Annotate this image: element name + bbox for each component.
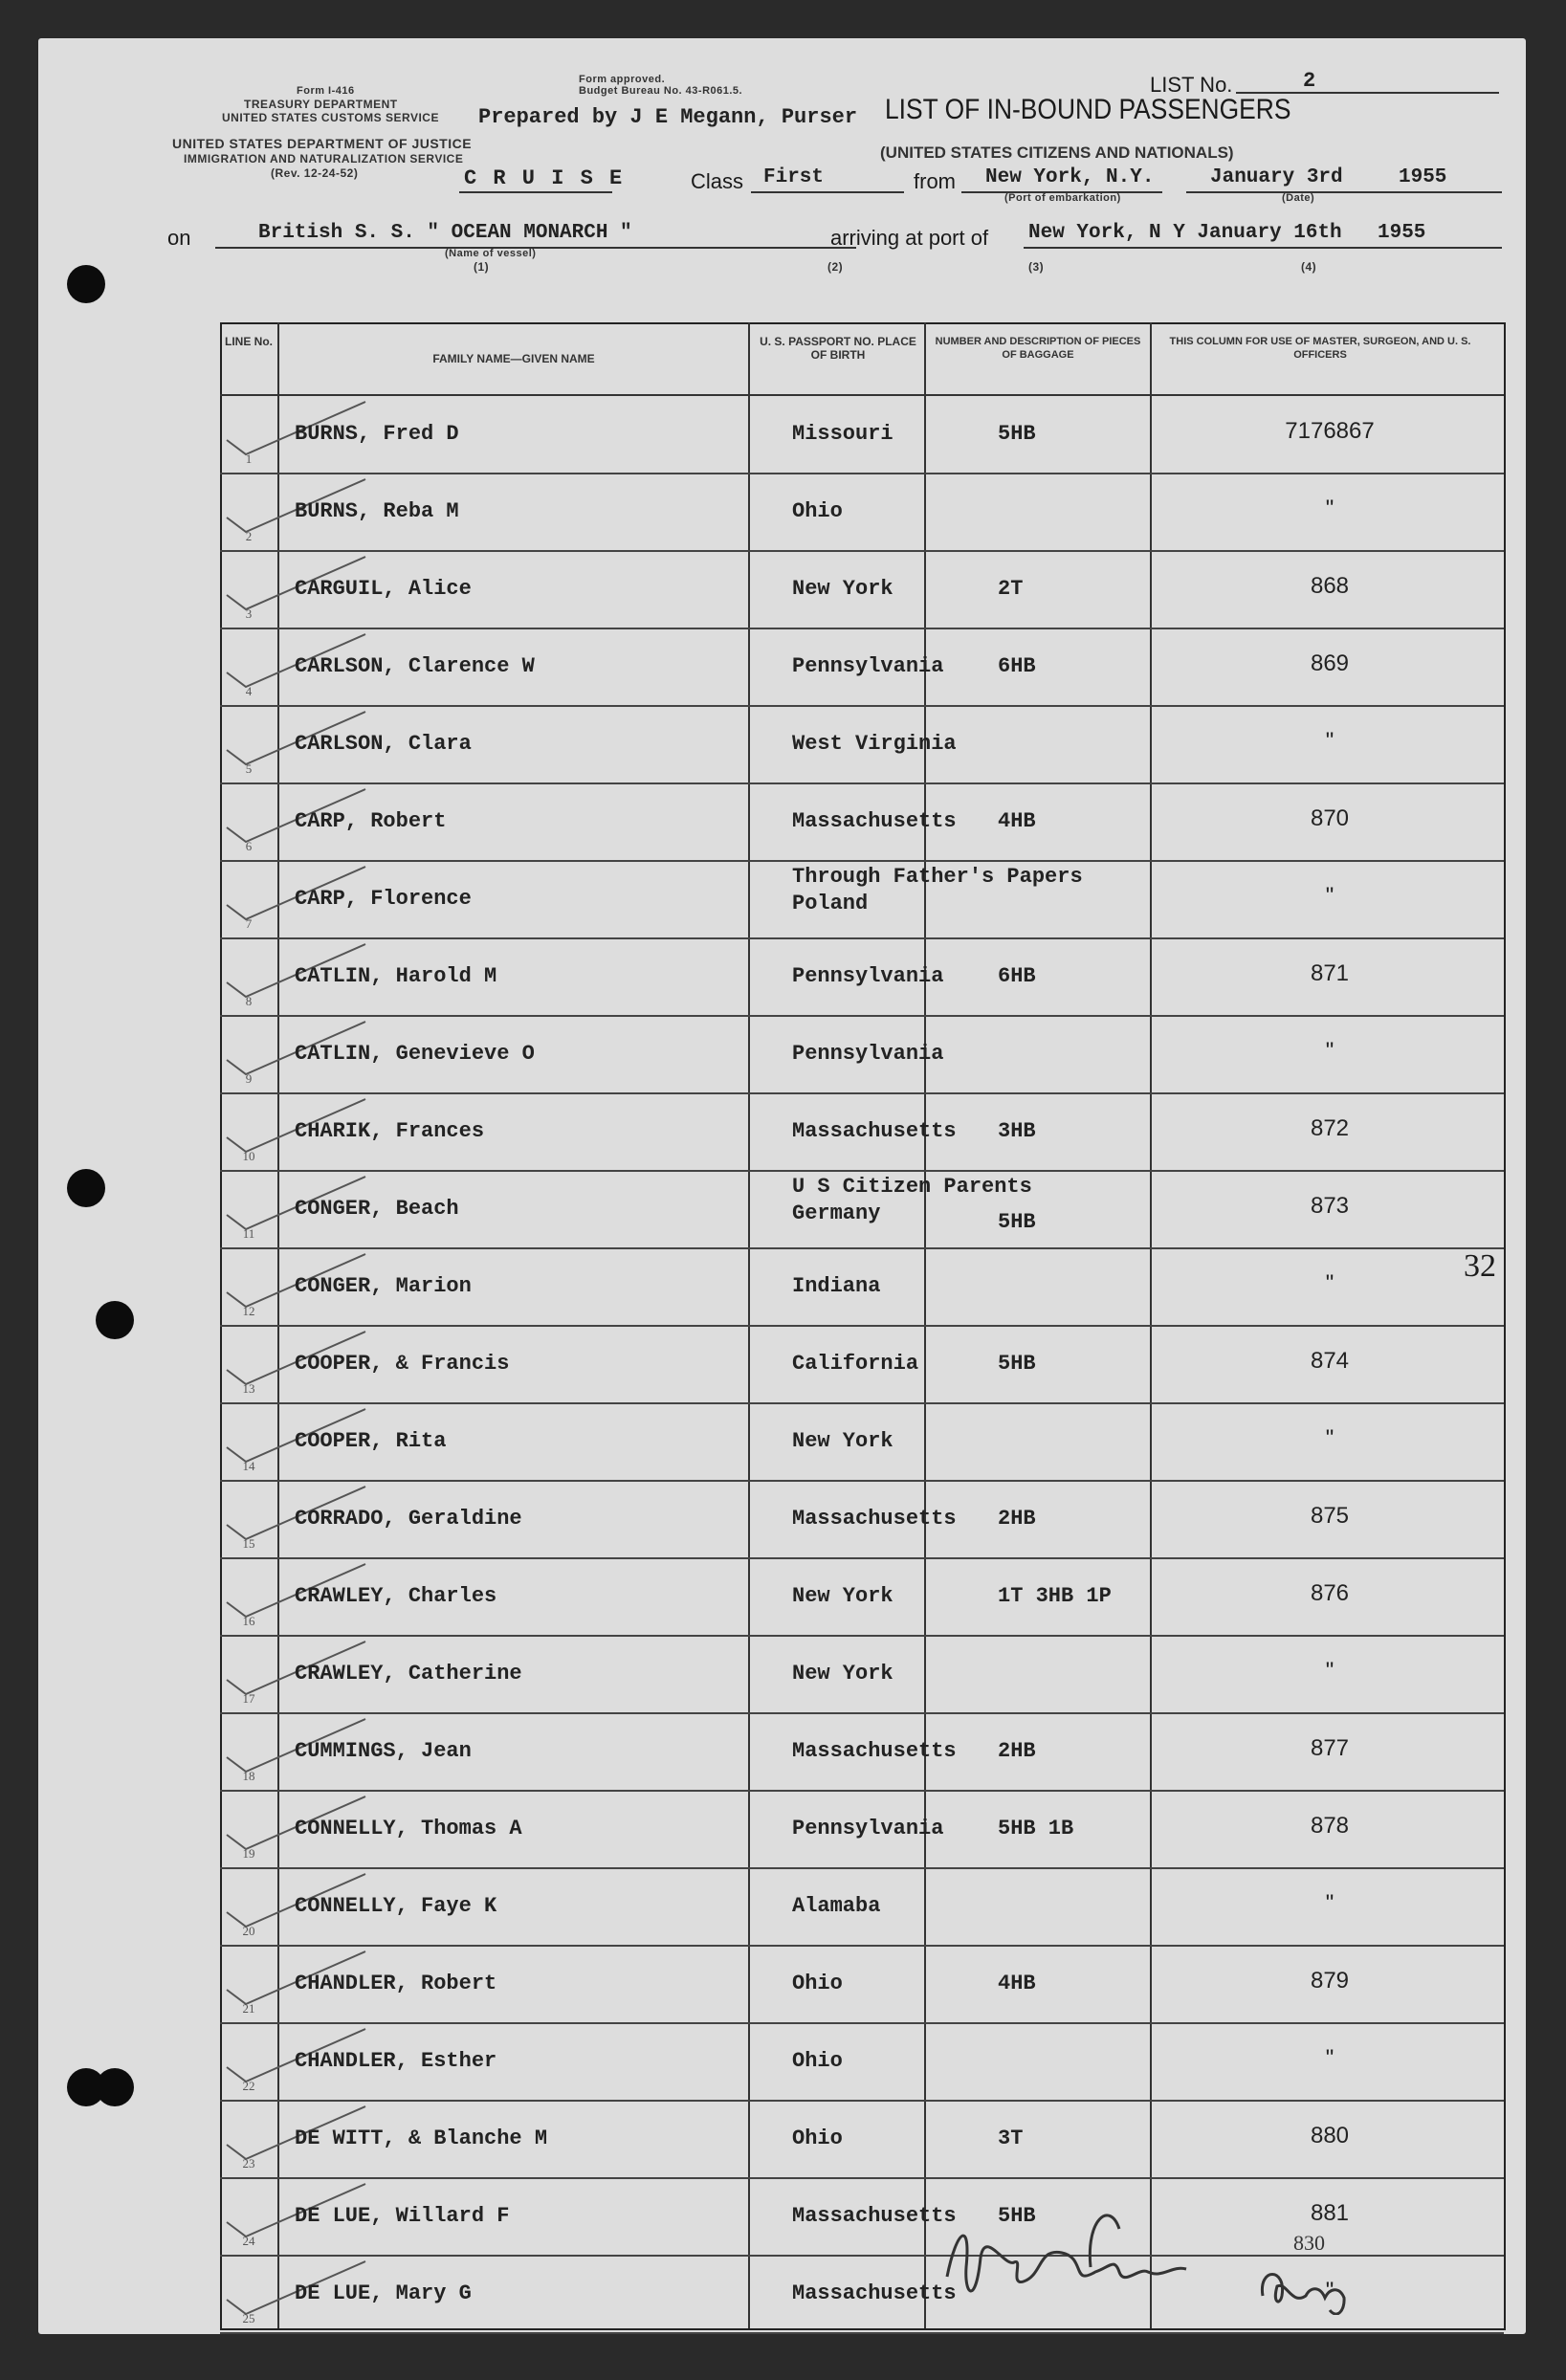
line-number: 5 — [245, 761, 253, 776]
arriving-label: arriving at port of — [830, 226, 989, 250]
form-approved: Form approved. — [579, 74, 666, 85]
signature-time — [1253, 2229, 1378, 2315]
table-row — [220, 1945, 1504, 2024]
arrival-line — [1024, 247, 1502, 249]
line-number: 19 — [242, 1846, 255, 1861]
passenger-name: BURNS, Fred D — [295, 422, 459, 446]
table-row — [220, 1015, 1504, 1094]
place-line-1: New York — [792, 1584, 893, 1608]
place-of-birth — [792, 499, 843, 523]
baggage: 3HB — [998, 1119, 1036, 1143]
line-number: 18 — [242, 1769, 255, 1783]
table-row — [220, 937, 1504, 1017]
place-of-birth — [792, 809, 957, 833]
passenger-name: CARP, Robert — [295, 809, 447, 833]
officer-entry: " — [1325, 883, 1334, 909]
line-number: 9 — [245, 1071, 253, 1086]
document-page — [38, 38, 1526, 2334]
place-of-birth — [792, 1119, 957, 1143]
baggage: 2HB — [998, 1739, 1036, 1763]
line-number: 24 — [242, 2234, 255, 2248]
officer-entry: 881 — [1310, 2200, 1350, 2226]
table-row — [220, 705, 1504, 784]
officer-entry: 880 — [1310, 2123, 1350, 2149]
table-row — [220, 1402, 1504, 1482]
officer-entry: 872 — [1310, 1115, 1350, 1141]
place-line-1: Through Father's Papers — [792, 865, 1083, 889]
baggage: 1T 3HB 1P — [998, 1584, 1112, 1608]
officer-entry: 869 — [1310, 650, 1350, 676]
officer-entry: 873 — [1310, 1193, 1350, 1219]
form-number: Form I-416 — [297, 85, 355, 97]
port-caption: (Port of embarkation) — [1004, 192, 1121, 204]
header-officers: THIS COLUMN FOR USE OF MASTER, SURGEON, AND U. S. OFFICERS — [1169, 336, 1471, 361]
table-row — [220, 860, 1504, 939]
place-line-1: Ohio — [792, 2049, 843, 2073]
col-4-caption: (4) — [1301, 260, 1317, 274]
passenger-name: CONNELLY, Thomas A — [295, 1817, 522, 1840]
list-no-label: LIST No. — [1150, 73, 1233, 97]
from-value: New York, N.Y. — [985, 166, 1155, 188]
table-row — [220, 1712, 1504, 1792]
line-number: 11 — [242, 1226, 255, 1241]
table-row — [220, 628, 1504, 707]
place-line-2: Germany — [792, 1201, 881, 1225]
line-number: 25 — [242, 2311, 255, 2325]
vessel-caption: (Name of vessel) — [445, 248, 537, 259]
passenger-name: CARLSON, Clara — [295, 732, 472, 756]
place-of-birth — [792, 1042, 943, 1066]
col-1-caption: (1) — [474, 260, 490, 274]
place-of-birth — [792, 1894, 880, 1918]
place-line-1: Pennsylvania — [792, 1042, 944, 1066]
line-number: 3 — [245, 606, 253, 621]
line-number: 16 — [242, 1614, 255, 1628]
place-line-1: West Virginia — [792, 732, 957, 756]
place-line-1: Pennsylvania — [792, 1817, 944, 1840]
on-label: on — [167, 226, 191, 250]
passenger-name: CRAWLEY, Catherine — [295, 1662, 522, 1686]
line-number: 10 — [242, 1149, 255, 1163]
place-line-1: Missouri — [792, 422, 893, 446]
budget-bureau: Budget Bureau No. 43-R061.5. — [579, 85, 743, 97]
baggage: 5HB — [998, 2204, 1036, 2228]
place-line-1: Alamaba — [792, 1894, 881, 1918]
line-number: 20 — [242, 1924, 255, 1938]
baggage: 2HB — [998, 1507, 1036, 1531]
officer-entry: " — [1325, 1270, 1334, 1296]
header-passport: U. S. PASSPORT NO. PLACE OF BIRTH — [760, 335, 916, 362]
from-label: from — [914, 169, 956, 193]
date-value: January 3rd — [1210, 166, 1343, 188]
passenger-name: CONGER, Beach — [295, 1197, 459, 1221]
officer-entry: " — [1325, 1658, 1334, 1684]
table-row — [220, 2100, 1504, 2179]
table-row — [220, 1247, 1504, 1327]
table-row — [220, 1790, 1504, 1869]
officer-entry: " — [1325, 2278, 1334, 2303]
officer-entry: 868 — [1310, 573, 1350, 599]
officer-entry: 874 — [1310, 1348, 1350, 1374]
place-of-birth — [792, 1972, 843, 1995]
place-line-1: New York — [792, 1429, 893, 1453]
line-number: 23 — [242, 2156, 255, 2171]
punch-hole — [67, 1169, 105, 1207]
place-line-1: Massachusetts — [792, 1119, 957, 1143]
table-row — [220, 782, 1504, 862]
cruise-underline — [459, 191, 612, 193]
place-of-birth — [792, 2049, 843, 2073]
place-line-1: Ohio — [792, 499, 843, 523]
passenger-name: DE LUE, Willard F — [295, 2204, 510, 2228]
class-value: First — [763, 166, 825, 188]
table-row — [220, 1325, 1504, 1404]
dept-treasury: TREASURY DEPARTMENT — [244, 98, 398, 111]
place-of-birth — [792, 1817, 943, 1840]
passenger-name: CARP, Florence — [295, 887, 472, 911]
line-number: 2 — [245, 529, 253, 543]
vessel-name: British S. S. " OCEAN MONARCH " — [258, 222, 632, 244]
passenger-name: CARGUIL, Alice — [295, 577, 472, 601]
baggage: 4HB — [998, 809, 1036, 833]
line-number: 4 — [245, 684, 253, 698]
arrival-value: New York, N Y January 16th — [1028, 222, 1342, 244]
place-of-birth — [792, 1174, 1032, 1227]
line-number: 22 — [242, 2079, 255, 2093]
place-of-birth — [792, 422, 893, 446]
place-of-birth — [792, 1739, 957, 1763]
place-line-1: New York — [792, 577, 893, 601]
baggage: 5HB — [998, 422, 1036, 446]
baggage: 5HB — [998, 1352, 1036, 1376]
passenger-name: CATLIN, Genevieve O — [295, 1042, 535, 1066]
place-line-1: Massachusetts — [792, 1507, 957, 1531]
date-caption: (Date) — [1282, 192, 1315, 204]
punch-hole — [67, 2068, 105, 2106]
officer-entry: " — [1325, 728, 1334, 754]
arrival-year: 1955 — [1378, 222, 1426, 244]
place-of-birth — [792, 1662, 893, 1686]
line-number: 21 — [242, 2001, 255, 2016]
form-revision: (Rev. 12-24-52) — [271, 166, 359, 180]
officer-entry: 7176867 — [1285, 418, 1375, 444]
table-row — [220, 1867, 1504, 1947]
place-line-1: Massachusetts — [792, 1739, 957, 1763]
class-line — [751, 191, 904, 193]
baggage: 6HB — [998, 964, 1036, 988]
place-line-1: New York — [792, 1662, 893, 1686]
table-row — [220, 395, 1504, 474]
header-baggage: NUMBER AND DESCRIPTION OF PIECES OF BAGGAGE — [935, 336, 1141, 361]
table-row — [220, 473, 1504, 552]
table-row — [220, 1092, 1504, 1172]
line-number: 14 — [242, 1459, 255, 1473]
table-row — [220, 1635, 1504, 1714]
date-line — [1186, 191, 1502, 193]
passenger-name: CHANDLER, Esther — [295, 2049, 497, 2073]
table-row — [220, 1557, 1504, 1637]
officer-entry: " — [1325, 1038, 1334, 1064]
passenger-name: BURNS, Reba M — [295, 499, 459, 523]
passenger-name: CARLSON, Clarence W — [295, 654, 535, 678]
passenger-name: CONNELLY, Faye K — [295, 1894, 497, 1918]
svg-text:830: 830 — [1293, 2231, 1325, 2255]
officer-entry: 877 — [1310, 1735, 1350, 1761]
dept-customs: UNITED STATES CUSTOMS SERVICE — [222, 111, 439, 124]
passenger-name: DE LUE, Mary G — [295, 2281, 472, 2305]
place-of-birth — [792, 2127, 843, 2150]
passenger-name: CHANDLER, Robert — [295, 1972, 497, 1995]
passenger-name: CATLIN, Harold M — [295, 964, 497, 988]
class-label: Class — [691, 169, 744, 193]
prepared-by: Prepared by J E Megann, Purser — [478, 105, 858, 129]
passenger-name: CONGER, Marion — [295, 1274, 472, 1298]
inspector-signature — [918, 2191, 1234, 2315]
punch-hole — [96, 1301, 134, 1339]
dept-ins: IMMIGRATION AND NATURALIZATION SERVICE — [184, 152, 464, 165]
officer-entry: 876 — [1310, 1580, 1350, 1606]
table-row — [220, 2022, 1504, 2102]
place-line-1: U S Citizen Parents — [792, 1175, 1032, 1199]
form-title: LIST OF IN-BOUND PASSENGERS — [885, 94, 1291, 125]
passenger-name: CUMMINGS, Jean — [295, 1739, 472, 1763]
place-of-birth — [792, 1352, 918, 1376]
place-of-birth — [792, 1507, 957, 1531]
baggage: 4HB — [998, 1972, 1036, 1995]
col-2-caption: (2) — [827, 260, 844, 274]
baggage: 3T — [998, 2127, 1024, 2150]
passenger-name: COOPER, & Francis — [295, 1352, 510, 1376]
cruise-label: C R U I S E — [464, 166, 625, 190]
baggage: 5HB 1B — [998, 1817, 1074, 1840]
officer-entry: 878 — [1310, 1813, 1350, 1839]
passenger-name: CORRADO, Geraldine — [295, 1507, 522, 1531]
officer-entry: 870 — [1310, 805, 1350, 831]
passenger-name: COOPER, Rita — [295, 1429, 447, 1453]
table-row — [220, 1170, 1504, 1249]
officer-entry: 879 — [1310, 1968, 1350, 1994]
line-number: 8 — [245, 994, 253, 1008]
line-number: 6 — [245, 839, 253, 853]
officer-entry: 871 — [1310, 960, 1350, 986]
table-row — [220, 1480, 1504, 1559]
place-of-birth — [792, 654, 943, 678]
line-number: 7 — [245, 916, 253, 931]
place-line-1: Ohio — [792, 1972, 843, 1995]
place-of-birth — [792, 1429, 893, 1453]
officer-entry: " — [1325, 1890, 1334, 1916]
place-line-1: California — [792, 1352, 919, 1376]
header-line-no: LINE No. — [225, 335, 273, 348]
baggage: 6HB — [998, 654, 1036, 678]
col-3-caption: (3) — [1028, 260, 1045, 274]
line-number: 13 — [242, 1381, 255, 1396]
line-number: 12 — [242, 1304, 255, 1318]
place-of-birth — [792, 1584, 893, 1608]
place-line-2: Poland — [792, 892, 869, 915]
header-name: FAMILY NAME—GIVEN NAME — [432, 352, 595, 365]
line-number: 1 — [245, 452, 253, 466]
passenger-name: CHARIK, Frances — [295, 1119, 485, 1143]
place-of-birth — [792, 964, 943, 988]
place-of-birth — [792, 732, 957, 756]
place-of-birth — [792, 1274, 880, 1298]
form-subtitle: (UNITED STATES CITIZENS AND NATIONALS) — [880, 143, 1234, 162]
line-number: 17 — [242, 1691, 255, 1706]
officer-entry: " — [1325, 496, 1334, 521]
punch-hole — [67, 265, 105, 303]
dept-justice: UNITED STATES DEPARTMENT OF JUSTICE — [172, 136, 473, 151]
place-line-1: Pennsylvania — [792, 654, 944, 678]
place-of-birth — [792, 577, 893, 601]
list-no: 2 — [1303, 69, 1316, 93]
officer-entry: " — [1325, 1425, 1334, 1451]
officer-entry: 875 — [1310, 1503, 1350, 1529]
line-number: 15 — [242, 1536, 255, 1551]
baggage: 5HB — [998, 1210, 1036, 1234]
place-line-1: Indiana — [792, 1274, 881, 1298]
date-year: 1955 — [1399, 166, 1447, 188]
place-line-1: Massachusetts — [792, 809, 957, 833]
margin-number: 32 — [1464, 1248, 1496, 1284]
baggage: 2T — [998, 577, 1024, 601]
passenger-name: DE WITT, & Blanche M — [295, 2127, 548, 2150]
place-line-1: Ohio — [792, 2127, 843, 2150]
place-line-1: Pennsylvania — [792, 964, 944, 988]
place-of-birth — [792, 864, 1083, 917]
place-line-1: Massachusetts — [792, 2204, 957, 2228]
place-line-1: Massachusetts — [792, 2281, 957, 2305]
officer-entry: " — [1325, 2045, 1334, 2071]
table-row — [220, 550, 1504, 629]
passenger-name: CRAWLEY, Charles — [295, 1584, 497, 1608]
